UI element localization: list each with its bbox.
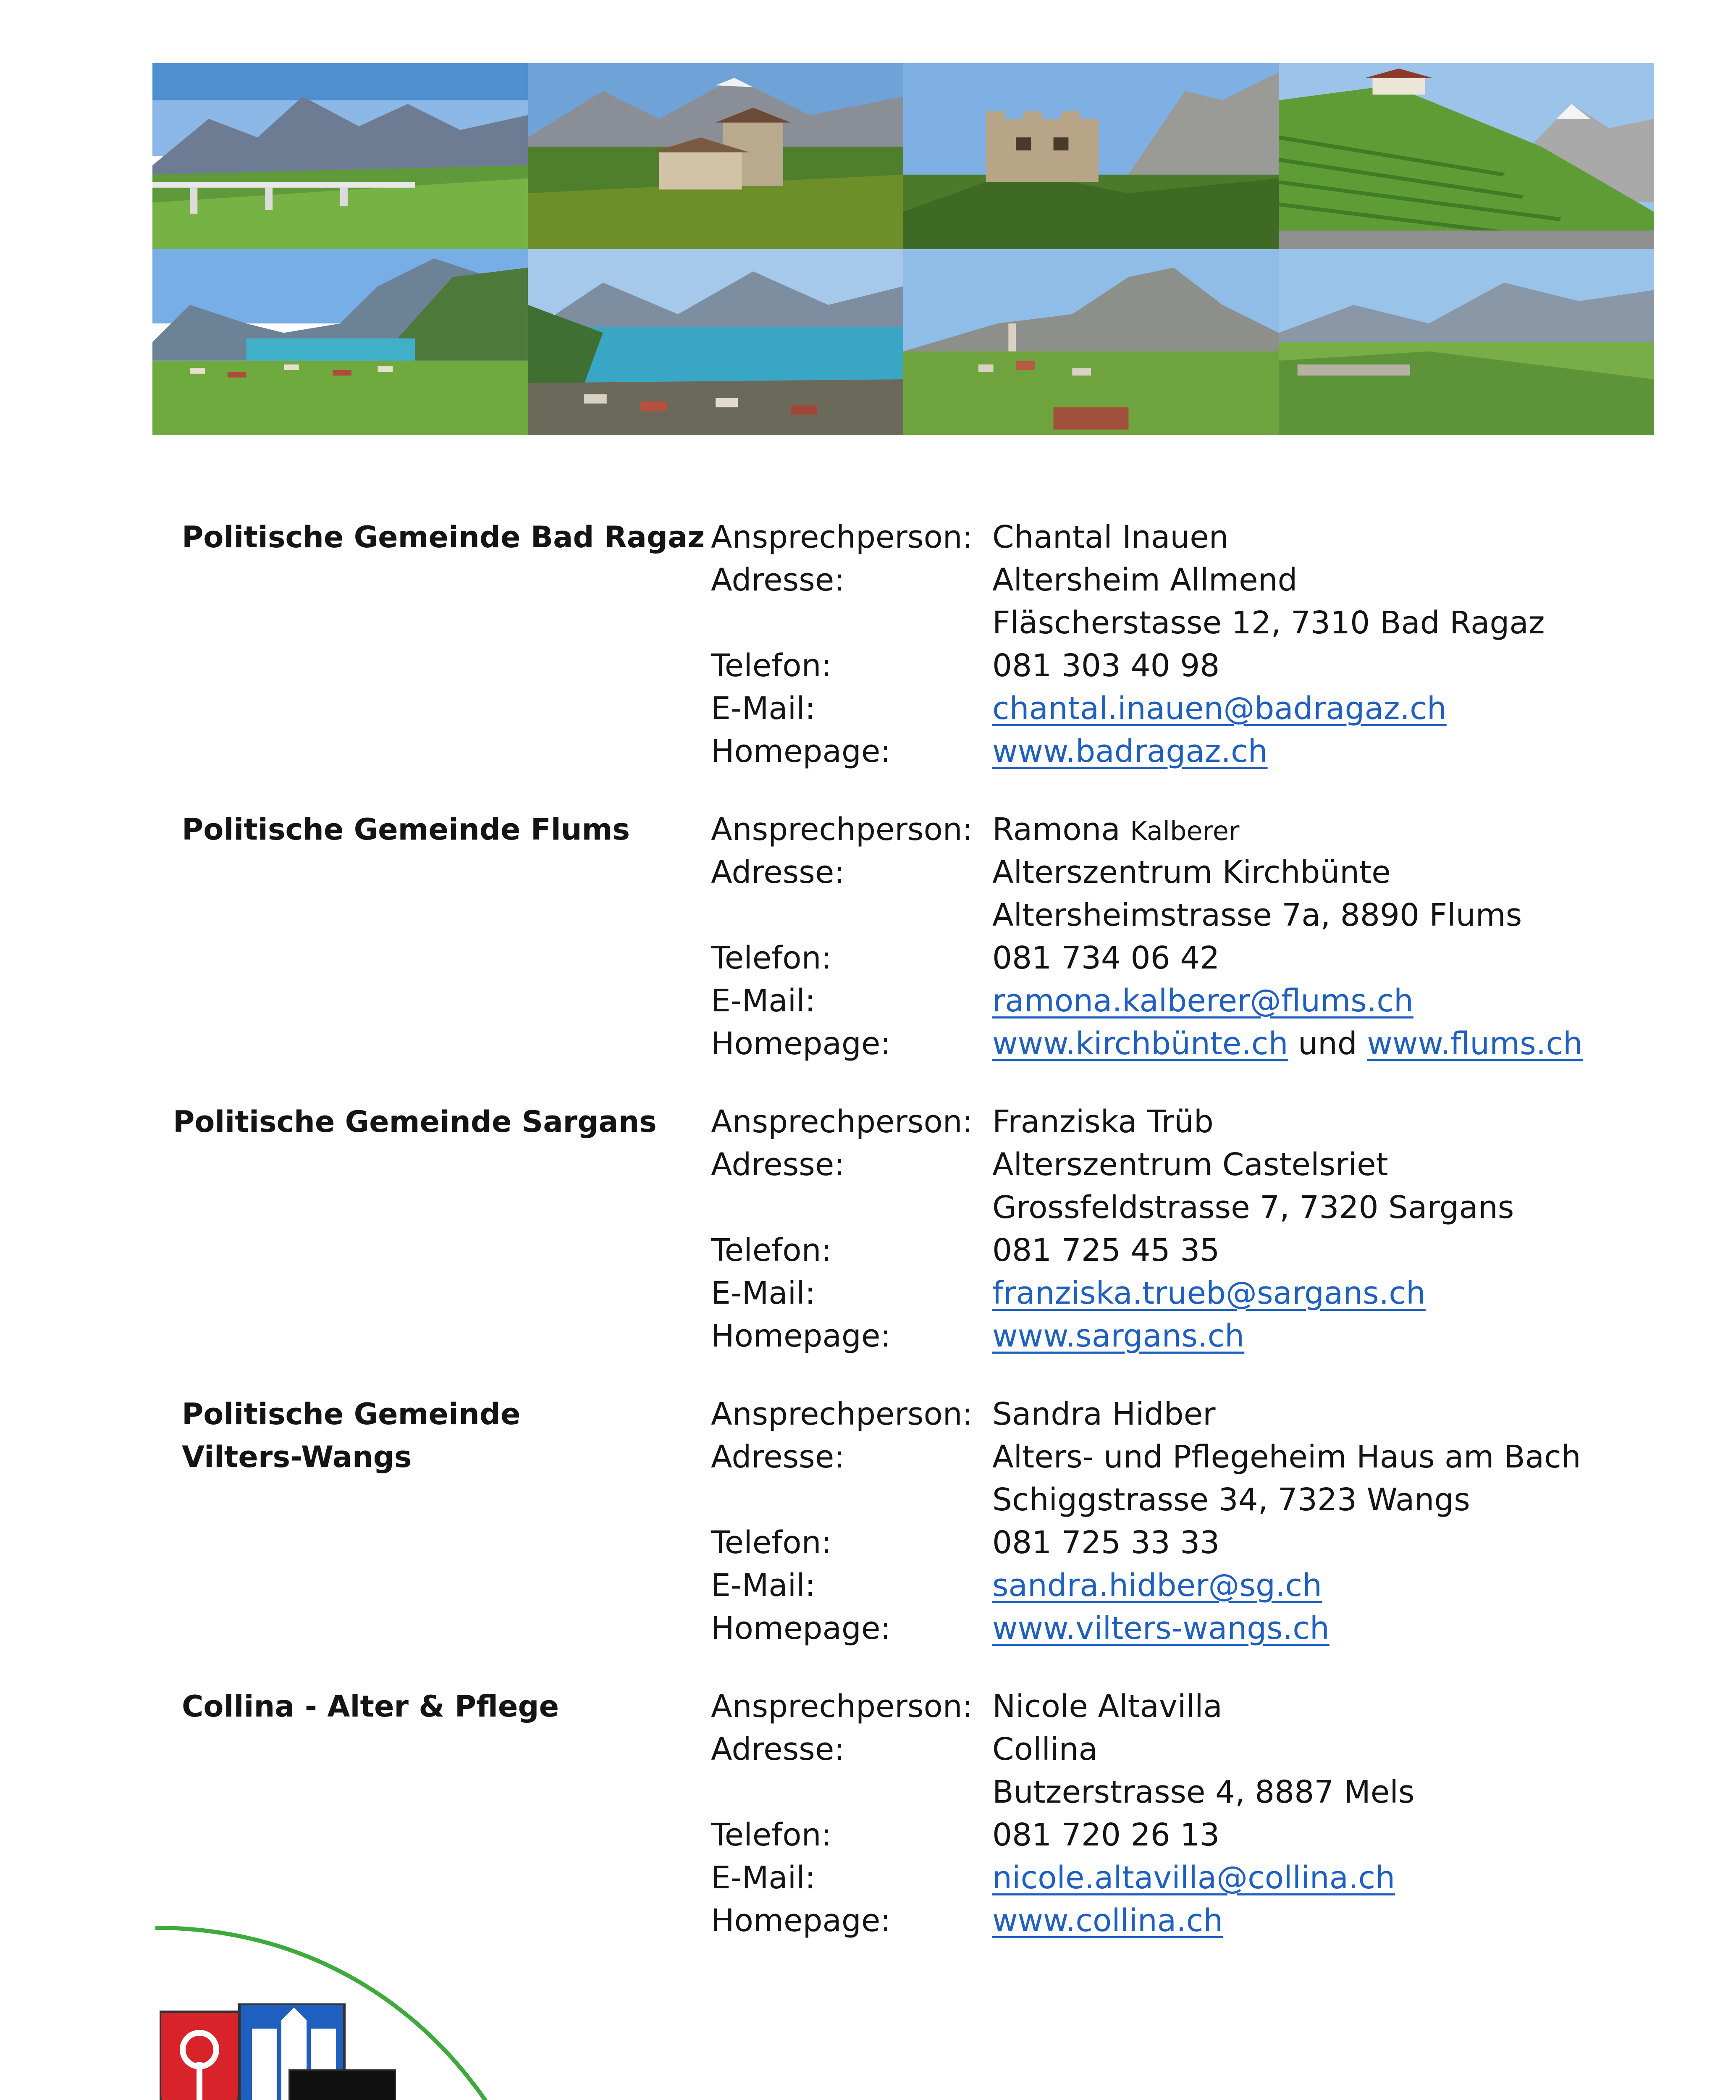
homepage-link[interactable]: www.kirchbünte.ch — [992, 1026, 1288, 1062]
contact-person: Chantal Inauen — [992, 519, 1229, 555]
field-values — [992, 1393, 1581, 1650]
homepage-link-2[interactable]: www.flums.ch — [1367, 1026, 1583, 1062]
phone-number: 081 720 26 13 — [992, 1817, 1220, 1853]
organization-name — [182, 1685, 559, 1728]
contact-last-name: Kalberer — [1130, 816, 1240, 846]
label-address: Adresse: — [711, 854, 845, 890]
field-labels — [711, 1685, 973, 1942]
contact-person: Franziska Trüb — [992, 1104, 1214, 1140]
label-email: E-Mail: — [711, 1567, 816, 1604]
label-phone: Telefon: — [711, 940, 832, 976]
contact-person: Sandra Hidber — [992, 1396, 1216, 1432]
organization-name-line: Politische Gemeinde — [182, 1397, 521, 1431]
homepage-link[interactable]: www.collina.ch — [992, 1903, 1223, 1939]
label-phone: Telefon: — [711, 1817, 832, 1853]
photo-mountain-bridge — [152, 63, 528, 249]
address-line-1: Altersheim Allmend — [992, 562, 1298, 598]
photo-castle-sargans — [528, 63, 903, 249]
label-email: E-Mail: — [711, 1275, 816, 1311]
label-contact: Ansprechperson: — [711, 1688, 973, 1725]
field-values — [992, 1100, 1514, 1357]
label-email: E-Mail: — [711, 1860, 816, 1896]
field-values — [992, 808, 1583, 1065]
label-contact: Ansprechperson: — [711, 1396, 973, 1432]
address-line-2: Altersheimstrasse 7a, 8890 Flums — [992, 897, 1522, 933]
organization-name-line: Politische Gemeinde Flums — [182, 812, 630, 847]
phone-number: 081 734 06 42 — [992, 940, 1220, 976]
phone-number: 081 303 40 98 — [992, 648, 1220, 684]
address-line-1: Alterszentrum Castelsriet — [992, 1147, 1388, 1183]
label-address: Adresse: — [711, 1147, 845, 1183]
photo-lake-village — [152, 249, 528, 435]
address-line-2: Butzerstrasse 4, 8887 Mels — [992, 1774, 1415, 1810]
field-labels — [711, 516, 973, 773]
photo-village-mountain — [903, 249, 1279, 435]
email-link[interactable]: ramona.kalberer@flums.ch — [992, 983, 1413, 1019]
label-address: Adresse: — [711, 562, 845, 598]
field-labels — [711, 808, 973, 1065]
address-line-2: Schiggstrasse 34, 7323 Wangs — [992, 1482, 1470, 1518]
label-homepage: Homepage: — [711, 1610, 891, 1646]
photo-banner — [152, 63, 1654, 435]
email-link[interactable]: sandra.hidber@sg.ch — [992, 1567, 1322, 1604]
label-address: Adresse: — [711, 1731, 845, 1767]
label-contact: Ansprechperson: — [711, 519, 973, 555]
address-line-1: Collina — [992, 1731, 1098, 1767]
contact-first-name: Ramona — [992, 811, 1120, 848]
photo-vineyard-hill — [1279, 63, 1654, 249]
organization-name-line: Politische Gemeinde Sargans — [173, 1105, 657, 1139]
field-labels — [711, 1100, 973, 1357]
email-link[interactable]: chantal.inauen@badragaz.ch — [992, 690, 1447, 727]
address-line-2: Grossfeldstrasse 7, 7320 Sargans — [992, 1189, 1514, 1226]
homepage-link[interactable]: www.sargans.ch — [992, 1318, 1245, 1354]
label-email: E-Mail: — [711, 690, 816, 727]
field-values — [992, 516, 1545, 773]
photo-castle-ruin — [903, 63, 1279, 249]
field-values — [992, 1685, 1414, 1942]
organization-name — [182, 516, 705, 559]
label-phone: Telefon: — [711, 1232, 832, 1268]
email-link[interactable]: franziska.trueb@sargans.ch — [992, 1275, 1426, 1311]
label-contact: Ansprechperson: — [711, 811, 973, 848]
photo-lake-walensee — [528, 249, 903, 435]
address-line-1: Alters- und Pflegeheim Haus am Bach — [992, 1439, 1581, 1475]
organization-name-line: Collina - Alter & Pflege — [182, 1689, 559, 1724]
contact-person — [992, 808, 1583, 851]
label-email: E-Mail: — [711, 983, 816, 1019]
label-homepage: Homepage: — [711, 733, 891, 769]
crest-goose-icon — [290, 2071, 395, 2100]
label-contact: Ansprechperson: — [711, 1104, 973, 1140]
organization-name — [182, 808, 630, 851]
homepage-link[interactable]: www.badragaz.ch — [992, 733, 1268, 769]
label-homepage: Homepage: — [711, 1026, 891, 1062]
label-address: Adresse: — [711, 1439, 845, 1475]
phone-number: 081 725 33 33 — [992, 1525, 1220, 1561]
municipal-coats-of-arms-icon — [160, 2003, 512, 2100]
label-phone: Telefon: — [711, 1525, 832, 1561]
field-labels — [711, 1393, 973, 1650]
homepage-joiner: und — [1298, 1026, 1357, 1062]
phone-number: 081 725 45 35 — [992, 1232, 1220, 1268]
homepage-link[interactable]: www.vilters-wangs.ch — [992, 1610, 1330, 1646]
organization-name — [173, 1100, 657, 1143]
crest-red-crozier-icon — [160, 2012, 239, 2100]
address-line-2: Fläscherstasse 12, 7310 Bad Ragaz — [992, 605, 1545, 641]
photo-valley-view — [1279, 249, 1654, 435]
label-homepage: Homepage: — [711, 1903, 891, 1939]
address-line-1: Alterszentrum Kirchbünte — [992, 854, 1391, 890]
organization-name-line: Vilters-Wangs — [182, 1440, 412, 1474]
contact-person: Nicole Altavilla — [992, 1688, 1222, 1725]
email-link[interactable]: nicole.altavilla@collina.ch — [992, 1860, 1395, 1896]
organization-name-line: Politische Gemeinde Bad Ragaz — [182, 520, 705, 554]
label-homepage: Homepage: — [711, 1318, 891, 1354]
organization-name — [182, 1393, 520, 1478]
label-phone: Telefon: — [711, 648, 832, 684]
